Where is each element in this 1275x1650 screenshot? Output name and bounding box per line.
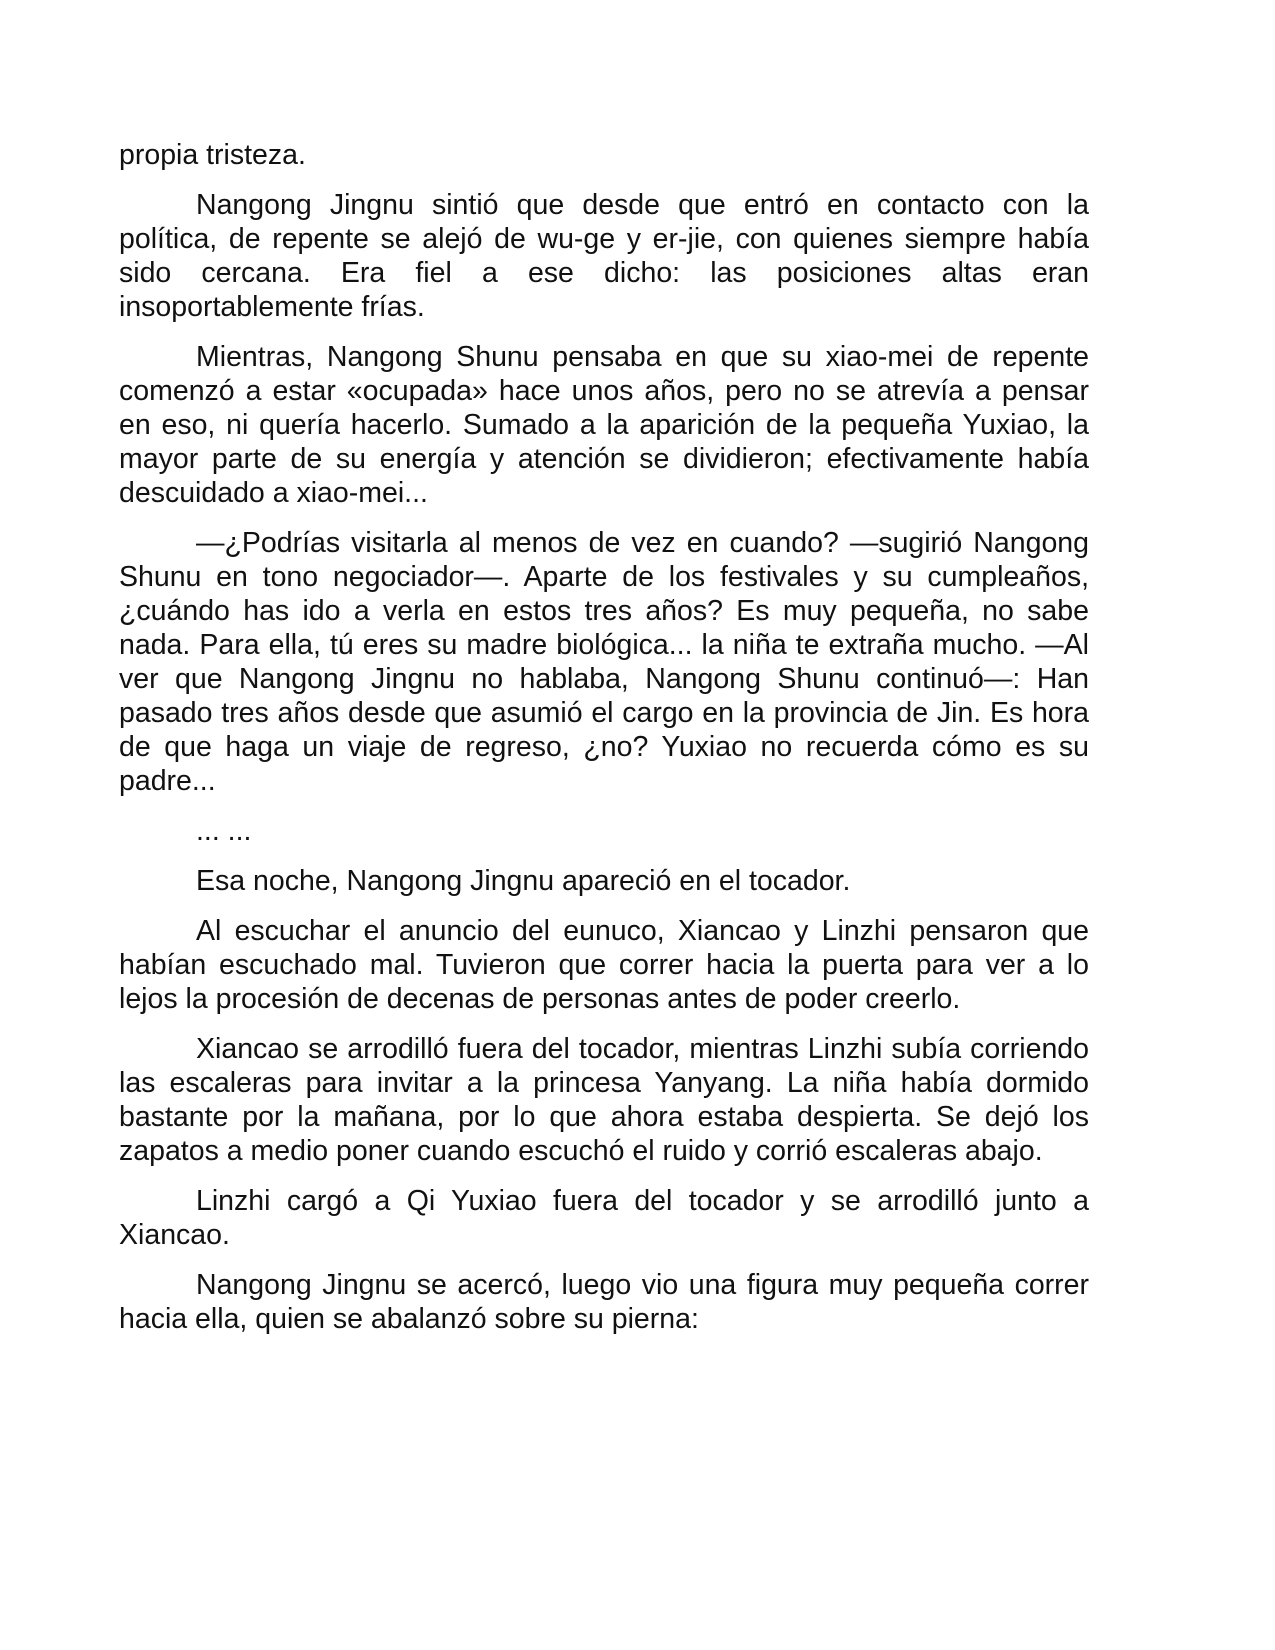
paragraph: propia tristeza. <box>119 139 306 171</box>
paragraph: Mientras, Nangong Shunu pensaba en que su xiao-mei de repente comenzó a estar «ocupada» hace unos años, pero no se atrevía a pensar en eso, ni quería hacerlo. Sumado a la aparición de la pequeña Yuxiao, la mayor parte de su energía y atención se dividieron; efectivamente había descuidado a xiao-mei... <box>119 341 1089 509</box>
paragraph: ... ... <box>196 815 252 847</box>
paragraph: Nangong Jingnu se acercó, luego vio una figura muy pequeña correr hacia ella, quien se abalanzó sobre su pierna: <box>119 1269 1089 1335</box>
paragraph: Esa noche, Nangong Jingnu apareció en el tocador. <box>196 865 851 897</box>
paragraph: —¿Podrías visitarla al menos de vez en cuando? —sugirió Nangong Shunu en tono negociador—. Aparte de los festivales y su cumpleaños, ¿cuándo has ido a verla en estos tres años? Es muy pequeña, no sabe nada. Para ella, tú eres su madre biológica... la niña te extraña mucho. —Al ver que Nangong Jingnu no hablaba, Nangong Shunu continuó—: Han pasado tres años desde que asumió el cargo en la provincia de Jin. Es hora de que haga un viaje de regreso, ¿no? Yuxiao no recuerda cómo es su padre... <box>119 527 1089 797</box>
document-page <box>119 138 1089 1352</box>
paragraph: Al escuchar el anuncio del eunuco, Xiancao y Linzhi pensaron que habían escuchado mal. Tuvieron que correr hacia la puerta para ver a lo lejos la procesión de decenas de personas antes de poder creerlo. <box>119 915 1089 1015</box>
paragraph: Nangong Jingnu sintió que desde que entró en contacto con la política, de repente se alejó de wu-ge y er-jie, con quienes siempre había sido cercana. Era fiel a ese dicho: las posiciones altas eran insoportablemente frías. <box>119 189 1089 323</box>
paragraph: Linzhi cargó a Qi Yuxiao fuera del tocador y se arrodilló junto a Xiancao. <box>119 1185 1089 1251</box>
paragraph: Xiancao se arrodilló fuera del tocador, mientras Linzhi subía corriendo las escaleras para invitar a la princesa Yanyang. La niña había dormido bastante por la mañana, por lo que ahora estaba despierta. Se dejó los zapatos a medio poner cuando escuchó el ruido y corrió escaleras abajo. <box>119 1033 1089 1167</box>
